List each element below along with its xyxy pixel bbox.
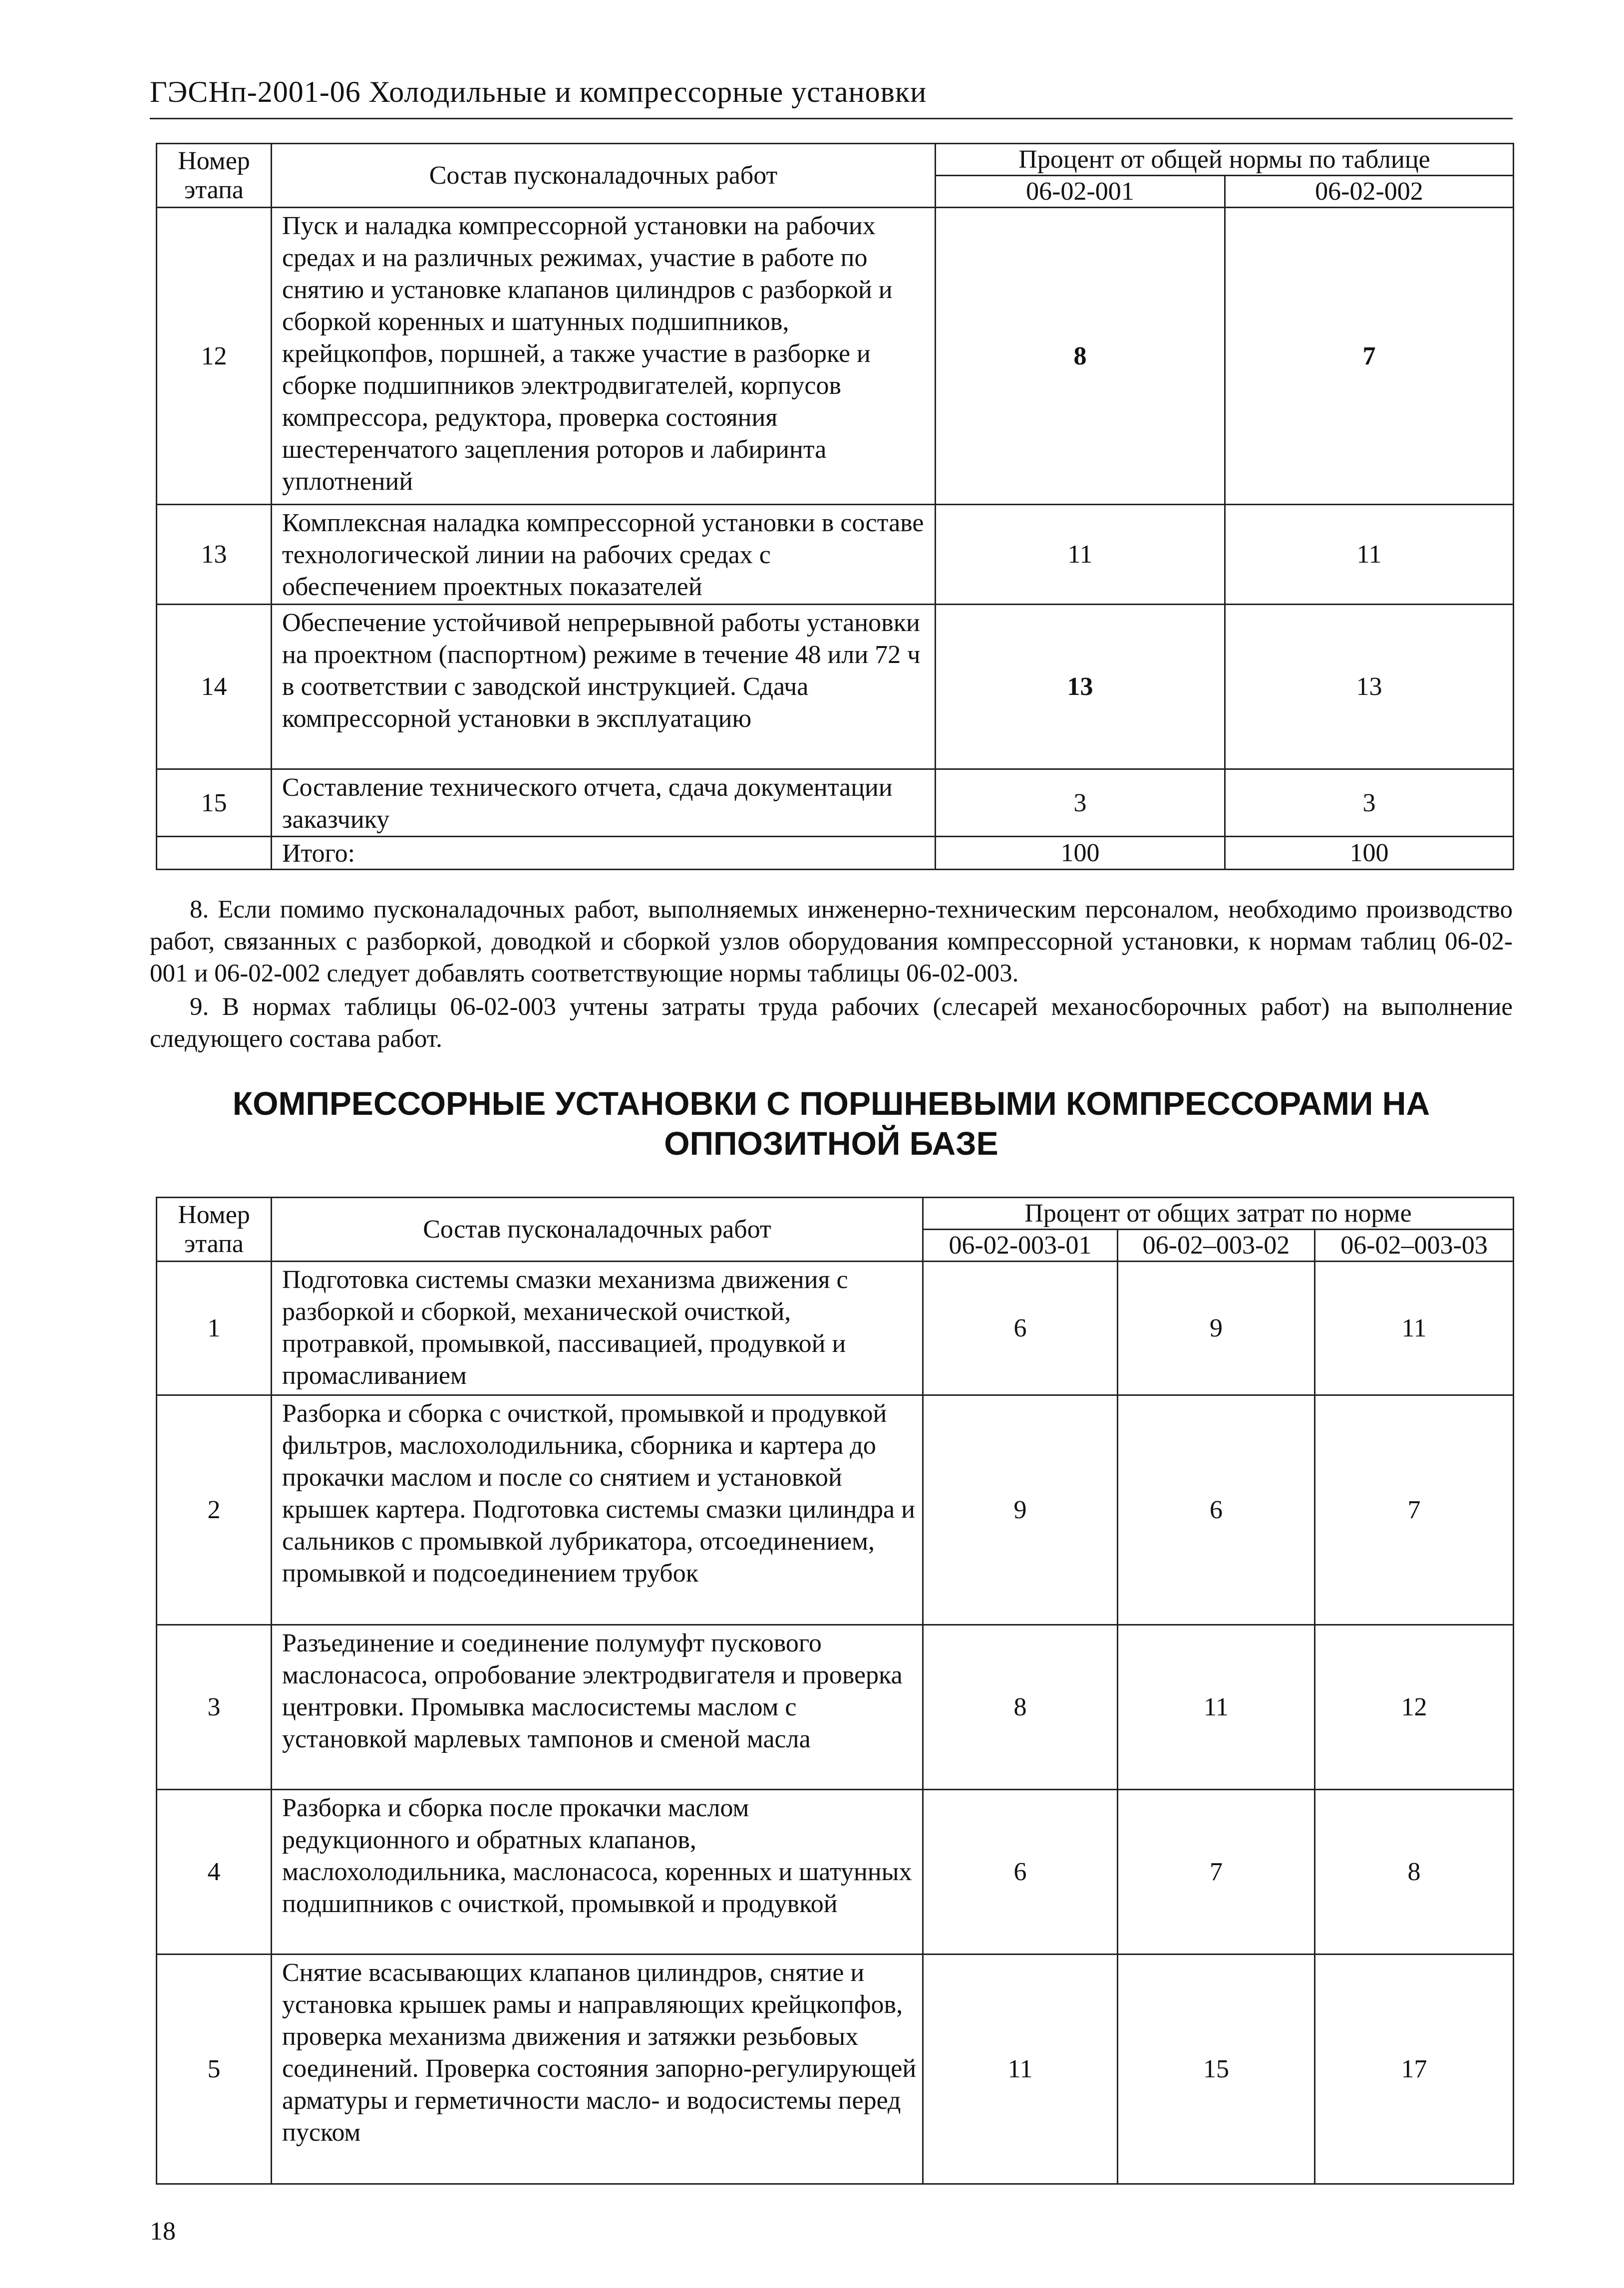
- percent-value: 13: [936, 605, 1225, 769]
- work-description: Комплексная наладка компрессорной установки в составе технологической линии на рабочих средах с обеспечением проектных показателей: [272, 505, 936, 605]
- table-row: [157, 208, 1514, 505]
- col-06-02-003-02-header: 06-02–003-02: [1118, 1230, 1315, 1262]
- col-06-02-003-03-header: 06-02–003-03: [1315, 1230, 1514, 1262]
- paragraph-8-text: 8. Если помимо пусконаладочных работ, выполняемых инженерно-техническим персоналом, необходимо производство работ, связанных с разборкой, доводкой и сборкой узлов оборудования компрессорной установки, к нормам таблиц 06-02-001 и 06-02-002 следует добавлять соответствующие нормы таблицы 06-02-003.: [150, 896, 1513, 987]
- percent-header: Процент от общей нормы по таблице: [936, 144, 1514, 176]
- percent-header: Процент от общих затрат по норме: [923, 1198, 1514, 1230]
- percent-value: 8: [936, 208, 1225, 505]
- total-label: Итого:: [272, 837, 936, 870]
- total-value: 100: [1225, 837, 1514, 870]
- percent-value: 11: [1225, 505, 1514, 605]
- table-row: [157, 769, 1514, 837]
- percent-value: 17: [1315, 1955, 1514, 2184]
- stage-number: 14: [157, 605, 272, 769]
- page-number: 18: [150, 2217, 176, 2246]
- stage-number: 1: [157, 1262, 272, 1395]
- paragraph-9-text: 9. В нормах таблицы 06-02-003 учтены затраты труда рабочих (слесарей механосборочных работ) на выполнение следующего состава работ.: [150, 993, 1513, 1053]
- work-description: Разборка и сборка после прокачки маслом редукционного и обратных клапанов, маслохолодильника, маслонасоса, коренных и шатунных подшипников с очисткой, промывкой и продувкой: [272, 1790, 923, 1955]
- section-title: КОМПРЕССОРНЫЕ УСТАНОВКИ С ПОРШНЕВЫМИ КОМПРЕССОРАМИ НА ОППОЗИТНОЙ БАЗЕ: [232, 1085, 1430, 1162]
- stage-number: 4: [157, 1790, 272, 1955]
- percent-value: 13: [1225, 605, 1514, 769]
- stage-number: 15: [157, 769, 272, 837]
- table-row: [157, 1790, 1514, 1955]
- stage-number: 5: [157, 1955, 272, 2184]
- stage-number-header: Номер этапа: [157, 144, 272, 208]
- percent-value: 9: [923, 1395, 1118, 1625]
- work-composition-header: Состав пусконаладочных работ: [272, 144, 936, 208]
- percent-value: 11: [1118, 1625, 1315, 1790]
- work-composition-header: Состав пусконаладочных работ: [272, 1198, 923, 1262]
- percent-value: 3: [1225, 769, 1514, 837]
- percent-value: 9: [1118, 1262, 1315, 1395]
- table-row: [157, 1955, 1514, 2184]
- total-row: [157, 837, 1514, 870]
- work-description: Снятие всасывающих клапанов цилиндров, снятие и установка крышек рамы и направляющих крейцкопфов, проверка механизма движения и затяжки резьбовых соединений. Проверка состояния запорно-регулирующей арматуры и герметичности масло- и водосистемы перед пуском: [272, 1955, 923, 2184]
- empty-cell: [157, 837, 272, 870]
- total-value: 100: [936, 837, 1225, 870]
- percent-value: 7: [1315, 1395, 1514, 1625]
- percent-value: 8: [923, 1625, 1118, 1790]
- stage-number-header: Номер этапа: [157, 1198, 272, 1262]
- col-06-02-002-header: 06-02-002: [1225, 176, 1514, 208]
- table-row: [157, 505, 1514, 605]
- norms-table-2: [156, 1197, 1514, 2185]
- norms-table-1: [156, 143, 1514, 870]
- stage-number: 13: [157, 505, 272, 605]
- table-row: [157, 1262, 1514, 1395]
- percent-value: 11: [936, 505, 1225, 605]
- percent-value: 8: [1315, 1790, 1514, 1955]
- percent-value: 11: [1315, 1262, 1514, 1395]
- table-row: [157, 605, 1514, 769]
- percent-value: 7: [1225, 208, 1514, 505]
- col-06-02-001-header: 06-02-001: [936, 176, 1225, 208]
- work-description: Разборка и сборка с очисткой, промывкой и продувкой фильтров, маслохолодильника, сборника и картера до прокачки маслом и после со снятием и установкой крышек картера. Подготовка системы смазки цилиндра и сальников с промывкой лубрикатора, отсоединением, промывкой и подсоединением трубок: [272, 1395, 923, 1625]
- paragraph-9: [150, 991, 1513, 1055]
- work-description: Составление технического отчета, сдача документации заказчику: [272, 769, 936, 837]
- percent-value: 12: [1315, 1625, 1514, 1790]
- percent-value: 7: [1118, 1790, 1315, 1955]
- work-description: Пуск и наладка компрессорной установки на рабочих средах и на различных режимах, участие в работе по снятию и установке клапанов цилиндров с разборкой и сборкой коренных и шатунных подшипников, крейцкопфов, поршней, а также участие в разборке и сборке подшипников электродвигателей, корпусов компрессора, редуктора, проверка состояния шестеренчатого зацепления роторов и лабиринта уплотнений: [272, 208, 936, 505]
- page-header: ГЭСНп-2001-06 Холодильные и компрессорные установки: [150, 75, 927, 108]
- percent-value: 3: [936, 769, 1225, 837]
- percent-value: 6: [923, 1262, 1118, 1395]
- stage-number: 2: [157, 1395, 272, 1625]
- work-description: Разъединение и соединение полумуфт пускового маслонасоса, опробование электродвигателя и проверка центровки. Промывка маслосистемы маслом с установкой марлевых тампонов и сменой масла: [272, 1625, 923, 1790]
- header-rule: [150, 118, 1513, 119]
- percent-value: 6: [923, 1790, 1118, 1955]
- stage-number: 3: [157, 1625, 272, 1790]
- percent-value: 11: [923, 1955, 1118, 2184]
- percent-value: 6: [1118, 1395, 1315, 1625]
- col-06-02-003-01-header: 06-02-003-01: [923, 1230, 1118, 1262]
- stage-number: 12: [157, 208, 272, 505]
- percent-value: 15: [1118, 1955, 1315, 2184]
- table-row: [157, 1625, 1514, 1790]
- paragraph-8: [150, 894, 1513, 989]
- work-description: Подготовка системы смазки механизма движения с разборкой и сборкой, механической очисткой, протравкой, промывкой, пассивацией, продувкой и промасливанием: [272, 1262, 923, 1395]
- work-description: Обеспечение устойчивой непрерывной работы установки на проектном (паспортном) режиме в течение 48 или 72 ч в соответствии с заводской инструкцией. Сдача компрессорной установки в эксплуатацию: [272, 605, 936, 769]
- table-row: [157, 1395, 1514, 1625]
